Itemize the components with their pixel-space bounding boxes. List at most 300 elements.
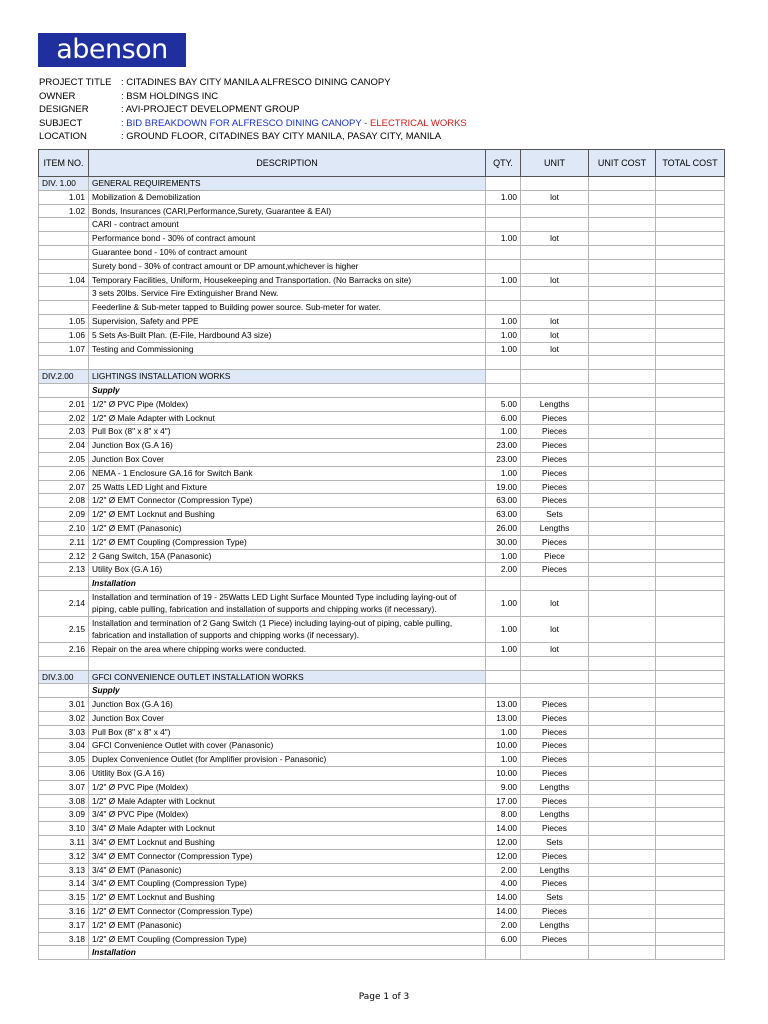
unit-cell: lot <box>521 314 589 328</box>
item-no-cell <box>39 656 89 670</box>
header-label: LOCATION <box>39 131 87 142</box>
unit-cell: Pieces <box>521 480 589 494</box>
table-row <box>39 508 725 522</box>
unit-cost-cell <box>589 616 656 642</box>
total-cost-cell <box>656 314 725 328</box>
item-no-cell: 3.06 <box>39 767 89 781</box>
item-no-cell: 3.10 <box>39 822 89 836</box>
qty-cell: 2.00 <box>486 918 521 932</box>
unit-cell <box>521 656 589 670</box>
item-no-cell: 3.18 <box>39 932 89 946</box>
unit-cell: lot <box>521 642 589 656</box>
description-cell: Feederline & Sub-meter tapped to Building power source. Sub-meter for water. <box>89 301 486 315</box>
unit-cell: Pieces <box>521 563 589 577</box>
unit-cell <box>521 259 589 273</box>
description-cell: 25 Watts LED Light and Fixture <box>89 480 486 494</box>
header-value: : CITADINES BAY CITY MANILA ALFRESCO DINING CANOPY <box>121 77 391 88</box>
company-logo: abenson <box>38 33 186 67</box>
item-no-cell <box>39 946 89 960</box>
item-no-cell: 2.11 <box>39 535 89 549</box>
description-cell: NEMA - 1 Enclosure GA.16 for Switch Bank <box>89 466 486 480</box>
item-no-cell: DIV.2.00 <box>39 370 89 384</box>
unit-cell <box>521 245 589 259</box>
qty-cell: 19.00 <box>486 480 521 494</box>
item-no-cell <box>39 301 89 315</box>
description-cell: 3 sets 20lbs. Service Fire Extinguisher Brand New. <box>89 287 486 301</box>
table-row <box>39 480 725 494</box>
table-row <box>39 590 725 616</box>
qty-cell: 1.00 <box>486 466 521 480</box>
item-no-cell: 1.06 <box>39 328 89 342</box>
description-cell: GFCI Convenience Outlet with cover (Panasonic) <box>89 739 486 753</box>
project-header <box>39 76 467 144</box>
unit-cost-cell <box>589 739 656 753</box>
total-cost-cell <box>656 863 725 877</box>
qty-cell: 1.00 <box>486 725 521 739</box>
unit-cell: Piece <box>521 549 589 563</box>
description-cell: 5 Sets As-Built Plan. (E-File, Hardbound A3 size) <box>89 328 486 342</box>
total-cost-cell <box>656 808 725 822</box>
unit-cost-cell <box>589 177 656 191</box>
table-row <box>39 535 725 549</box>
unit-cell: Pieces <box>521 725 589 739</box>
header-row-owner <box>39 90 467 104</box>
qty-cell <box>486 577 521 591</box>
description-cell: 1/2" Ø PVC Pipe (Moldex) <box>89 780 486 794</box>
description-cell: 2 Gang Switch, 15A (Panasonic) <box>89 549 486 563</box>
table-row <box>39 891 725 905</box>
unit-cost-cell <box>589 794 656 808</box>
description-cell: 3/4" Ø EMT Connector (Compression Type) <box>89 849 486 863</box>
total-cost-cell <box>656 932 725 946</box>
description-cell: 3/4" Ø EMT Coupling (Compression Type) <box>89 877 486 891</box>
unit-cost-cell <box>589 836 656 850</box>
table-row <box>39 836 725 850</box>
total-cost-cell <box>656 425 725 439</box>
item-no-cell: 2.07 <box>39 480 89 494</box>
unit-cell: Lengths <box>521 918 589 932</box>
unit-cell: Pieces <box>521 452 589 466</box>
item-no-cell: 2.14 <box>39 590 89 616</box>
division-row <box>39 177 725 191</box>
total-cost-cell <box>656 328 725 342</box>
qty-cell <box>486 259 521 273</box>
table-row <box>39 439 725 453</box>
table-row <box>39 452 725 466</box>
unit-cost-cell <box>589 508 656 522</box>
table-row <box>39 328 725 342</box>
table-row <box>39 259 725 273</box>
total-cost-cell <box>656 383 725 397</box>
unit-cost-cell <box>589 480 656 494</box>
qty-cell: 1.00 <box>486 328 521 342</box>
description-cell: Performance bond - 30% of contract amount <box>89 232 486 246</box>
item-no-cell: 3.03 <box>39 725 89 739</box>
table-row <box>39 616 725 642</box>
qty-cell <box>486 684 521 698</box>
total-cost-cell <box>656 794 725 808</box>
item-no-cell: 2.13 <box>39 563 89 577</box>
item-no-cell: 3.08 <box>39 794 89 808</box>
unit-cell <box>521 218 589 232</box>
total-cost-cell <box>656 877 725 891</box>
unit-cost-cell <box>589 642 656 656</box>
item-no-cell: 3.16 <box>39 905 89 919</box>
total-cost-cell <box>656 521 725 535</box>
qty-cell: 14.00 <box>486 891 521 905</box>
table-row <box>39 190 725 204</box>
table-row <box>39 411 725 425</box>
qty-cell: 17.00 <box>486 794 521 808</box>
item-no-cell: 1.01 <box>39 190 89 204</box>
unit-cell: Pieces <box>521 711 589 725</box>
unit-cost-cell <box>589 535 656 549</box>
qty-cell: 1.00 <box>486 642 521 656</box>
description-cell: 1/2" Ø EMT Connector (Compression Type) <box>89 905 486 919</box>
qty-cell <box>486 356 521 370</box>
total-cost-cell <box>656 891 725 905</box>
table-row <box>39 932 725 946</box>
item-no-cell: DIV.3.00 <box>39 670 89 684</box>
item-no-cell <box>39 684 89 698</box>
description-cell: 1/2" Ø EMT Locknut and Bushing <box>89 508 486 522</box>
description-cell: Duplex Convenience Outlet (for Amplifier provision - Panasonic) <box>89 753 486 767</box>
description-cell: 3/4" Ø PVC Pipe (Moldex) <box>89 808 486 822</box>
unit-cost-cell <box>589 411 656 425</box>
item-no-cell <box>39 245 89 259</box>
qty-cell: 30.00 <box>486 535 521 549</box>
total-cost-cell <box>656 656 725 670</box>
unit-cost-cell <box>589 577 656 591</box>
bid-breakdown-table <box>38 149 725 960</box>
total-cost-cell <box>656 549 725 563</box>
total-cost-cell <box>656 739 725 753</box>
table-row <box>39 494 725 508</box>
header-label: SUBJECT <box>39 117 83 129</box>
unit-cost-cell <box>589 711 656 725</box>
table-row <box>39 314 725 328</box>
description-cell: Bonds, Insurances (CARI,Performance,Surety, Guarantee & EAI) <box>89 204 486 218</box>
unit-cell: Pieces <box>521 698 589 712</box>
header-value: : GROUND FLOOR, CITADINES BAY CITY MANILA, PASAY CITY, MANILA <box>121 131 442 142</box>
qty-cell <box>486 946 521 960</box>
unit-cost-cell <box>589 549 656 563</box>
total-cost-cell <box>656 232 725 246</box>
qty-cell: 9.00 <box>486 780 521 794</box>
item-no-cell <box>39 383 89 397</box>
description-cell: GFCI CONVENIENCE OUTLET INSTALLATION WORKS <box>89 670 486 684</box>
qty-cell: 8.00 <box>486 808 521 822</box>
unit-cell: Pieces <box>521 822 589 836</box>
table-row <box>39 753 725 767</box>
unit-cell: lot <box>521 328 589 342</box>
unit-cost-cell <box>589 425 656 439</box>
description-cell: 1/2" Ø EMT Locknut and Bushing <box>89 891 486 905</box>
table-row <box>39 232 725 246</box>
table-row <box>39 794 725 808</box>
unit-cost-cell <box>589 328 656 342</box>
unit-cell: Sets <box>521 508 589 522</box>
item-no-cell: 3.09 <box>39 808 89 822</box>
total-cost-cell <box>656 753 725 767</box>
qty-cell: 12.00 <box>486 836 521 850</box>
qty-cell: 14.00 <box>486 905 521 919</box>
qty-cell: 1.00 <box>486 232 521 246</box>
item-no-cell: 3.07 <box>39 780 89 794</box>
total-cost-cell <box>656 411 725 425</box>
table-row <box>39 425 725 439</box>
item-no-cell: 3.12 <box>39 849 89 863</box>
table-row <box>39 918 725 932</box>
description-cell: Junction Box (G.A 16) <box>89 698 486 712</box>
qty-cell: 4.00 <box>486 877 521 891</box>
table-row <box>39 808 725 822</box>
unit-cost-cell <box>589 808 656 822</box>
total-cost-cell <box>656 918 725 932</box>
unit-cost-cell <box>589 397 656 411</box>
qty-cell <box>486 670 521 684</box>
unit-cost-cell <box>589 218 656 232</box>
total-cost-cell <box>656 836 725 850</box>
header-value: : BSM HOLDINGS INC <box>121 90 219 102</box>
description-cell: Guarantee bond - 10% of contract amount <box>89 245 486 259</box>
description-cell <box>89 656 486 670</box>
item-no-cell: 2.03 <box>39 425 89 439</box>
item-no-cell: 1.05 <box>39 314 89 328</box>
description-cell: Pull Box (8" x 8" x 4") <box>89 725 486 739</box>
subsection-row <box>39 684 725 698</box>
description-cell: 1/2" Ø EMT (Panasonic) <box>89 521 486 535</box>
total-cost-cell <box>656 342 725 356</box>
qty-cell: 1.00 <box>486 314 521 328</box>
total-cost-cell <box>656 780 725 794</box>
unit-cell <box>521 356 589 370</box>
unit-cell <box>521 946 589 960</box>
description-cell: Installation <box>89 946 486 960</box>
qty-cell: 1.00 <box>486 342 521 356</box>
description-cell <box>89 356 486 370</box>
header-label: DESIGNER <box>39 104 89 115</box>
table-row <box>39 245 725 259</box>
table-body <box>39 177 725 960</box>
unit-cost-cell <box>589 383 656 397</box>
qty-cell: 6.00 <box>486 411 521 425</box>
subject-text: : BID BREAKDOWN FOR ALFRESCO DINING CANOPY - <box>121 117 370 129</box>
table-row <box>39 780 725 794</box>
total-cost-cell <box>656 356 725 370</box>
total-cost-cell <box>656 177 725 191</box>
table-row <box>39 642 725 656</box>
unit-cell: Lengths <box>521 780 589 794</box>
subject-highlight: ELECTRICAL WORKS <box>369 117 467 129</box>
qty-cell <box>486 383 521 397</box>
item-no-cell: 2.10 <box>39 521 89 535</box>
total-cost-cell <box>656 273 725 287</box>
description-cell: 1/2" Ø PVC Pipe (Moldex) <box>89 397 486 411</box>
table-row <box>39 822 725 836</box>
table-row <box>39 301 725 315</box>
qty-cell: 10.00 <box>486 739 521 753</box>
item-no-cell <box>39 232 89 246</box>
qty-cell: 14.00 <box>486 822 521 836</box>
unit-cost-cell <box>589 563 656 577</box>
total-cost-cell <box>656 218 725 232</box>
header-value: : AVI-PROJECT DEVELOPMENT GROUP <box>121 104 300 115</box>
total-cost-cell <box>656 245 725 259</box>
unit-cost-cell <box>589 918 656 932</box>
total-cost-cell <box>656 590 725 616</box>
unit-cell <box>521 383 589 397</box>
total-cost-cell <box>656 190 725 204</box>
unit-cell: Sets <box>521 836 589 850</box>
item-no-cell <box>39 218 89 232</box>
qty-cell: 1.00 <box>486 273 521 287</box>
subsection-row <box>39 946 725 960</box>
item-no-cell: 2.16 <box>39 642 89 656</box>
item-no-cell: 2.04 <box>39 439 89 453</box>
description-cell: Temporary Facilities, Uniform, Housekeeping and Transportation. (No Barracks on site) <box>89 273 486 287</box>
unit-cost-cell <box>589 204 656 218</box>
unit-cost-cell <box>589 698 656 712</box>
unit-cell: Pieces <box>521 877 589 891</box>
unit-cell: lot <box>521 273 589 287</box>
unit-cell: Pieces <box>521 425 589 439</box>
unit-cost-cell <box>589 590 656 616</box>
qty-cell: 5.00 <box>486 397 521 411</box>
item-no-cell <box>39 287 89 301</box>
total-cost-cell <box>656 397 725 411</box>
unit-cell <box>521 287 589 301</box>
description-cell: 3/4" Ø EMT (Panasonic) <box>89 863 486 877</box>
item-no-cell <box>39 356 89 370</box>
total-cost-cell <box>656 642 725 656</box>
qty-cell: 23.00 <box>486 439 521 453</box>
item-no-cell: 3.04 <box>39 739 89 753</box>
page-number: Page 1 of 3 <box>358 992 410 1002</box>
total-cost-cell <box>656 204 725 218</box>
unit-cell <box>521 204 589 218</box>
total-cost-cell <box>656 452 725 466</box>
table-row <box>39 767 725 781</box>
qty-cell: 26.00 <box>486 521 521 535</box>
unit-cell: Pieces <box>521 411 589 425</box>
unit-cost-cell <box>589 245 656 259</box>
unit-cost-cell <box>589 753 656 767</box>
column-header: UNIT COST <box>589 150 656 177</box>
qty-cell: 10.00 <box>486 767 521 781</box>
table-row <box>39 863 725 877</box>
description-cell: LIGHTINGS INSTALLATION WORKS <box>89 370 486 384</box>
description-cell: 1/2" Ø EMT (Panasonic) <box>89 918 486 932</box>
qty-cell <box>486 245 521 259</box>
unit-cost-cell <box>589 439 656 453</box>
division-row <box>39 370 725 384</box>
qty-cell <box>486 218 521 232</box>
unit-cell: Pieces <box>521 739 589 753</box>
total-cost-cell <box>656 301 725 315</box>
description-cell: Supply <box>89 383 486 397</box>
item-no-cell: 1.04 <box>39 273 89 287</box>
total-cost-cell <box>656 259 725 273</box>
qty-cell: 63.00 <box>486 508 521 522</box>
unit-cell: Pieces <box>521 535 589 549</box>
total-cost-cell <box>656 439 725 453</box>
unit-cost-cell <box>589 767 656 781</box>
item-no-cell: DIV. 1.00 <box>39 177 89 191</box>
total-cost-cell <box>656 684 725 698</box>
item-no-cell: 2.05 <box>39 452 89 466</box>
unit-cost-cell <box>589 356 656 370</box>
total-cost-cell <box>656 494 725 508</box>
unit-cost-cell <box>589 670 656 684</box>
qty-cell: 23.00 <box>486 452 521 466</box>
total-cost-cell <box>656 725 725 739</box>
qty-cell <box>486 656 521 670</box>
unit-cost-cell <box>589 656 656 670</box>
item-no-cell: 2.01 <box>39 397 89 411</box>
description-cell: Utility Box (G.A 16) <box>89 563 486 577</box>
unit-cost-cell <box>589 466 656 480</box>
item-no-cell: 2.02 <box>39 411 89 425</box>
total-cost-cell <box>656 711 725 725</box>
item-no-cell: 2.12 <box>39 549 89 563</box>
qty-cell: 1.00 <box>486 753 521 767</box>
table-row <box>39 397 725 411</box>
item-no-cell <box>39 577 89 591</box>
item-no-cell: 2.06 <box>39 466 89 480</box>
description-cell: Supply <box>89 684 486 698</box>
description-cell: Repair on the area where chipping works were conducted. <box>89 642 486 656</box>
unit-cost-cell <box>589 877 656 891</box>
unit-cost-cell <box>589 259 656 273</box>
description-cell: Utitlity Box (G.A 16) <box>89 767 486 781</box>
description-cell: 1/2" Ø Male Adapter with Locknut <box>89 411 486 425</box>
description-cell: Pull Box (8" x 8" x 4") <box>89 425 486 439</box>
description-cell: Testing and Commissioning <box>89 342 486 356</box>
description-cell: 1/2" Ø EMT Connector (Compression Type) <box>89 494 486 508</box>
item-no-cell: 3.17 <box>39 918 89 932</box>
header-row-location <box>39 130 467 144</box>
unit-cell <box>521 577 589 591</box>
unit-cost-cell <box>589 273 656 287</box>
table-header-row <box>39 150 725 177</box>
description-cell: GENERAL REQUIREMENTS <box>89 177 486 191</box>
division-row <box>39 670 725 684</box>
unit-cell: lot <box>521 616 589 642</box>
item-no-cell: 2.09 <box>39 508 89 522</box>
qty-cell: 12.00 <box>486 849 521 863</box>
unit-cost-cell <box>589 891 656 905</box>
table-row <box>39 204 725 218</box>
blank-row <box>39 656 725 670</box>
description-cell: Mobilization & Demobilization <box>89 190 486 204</box>
table-row <box>39 905 725 919</box>
description-cell: Supervision, Safety and PPE <box>89 314 486 328</box>
unit-cost-cell <box>589 452 656 466</box>
unit-cost-cell <box>589 232 656 246</box>
unit-cell: Lengths <box>521 808 589 822</box>
unit-cell: lot <box>521 190 589 204</box>
description-cell: 1/2" Ø Male Adapter with Locknut <box>89 794 486 808</box>
blank-row <box>39 356 725 370</box>
description-cell: Junction Box Cover <box>89 452 486 466</box>
unit-cell: Pieces <box>521 466 589 480</box>
total-cost-cell <box>656 577 725 591</box>
unit-cell: Pieces <box>521 932 589 946</box>
unit-cost-cell <box>589 190 656 204</box>
unit-cell: Pieces <box>521 905 589 919</box>
subsection-row <box>39 577 725 591</box>
